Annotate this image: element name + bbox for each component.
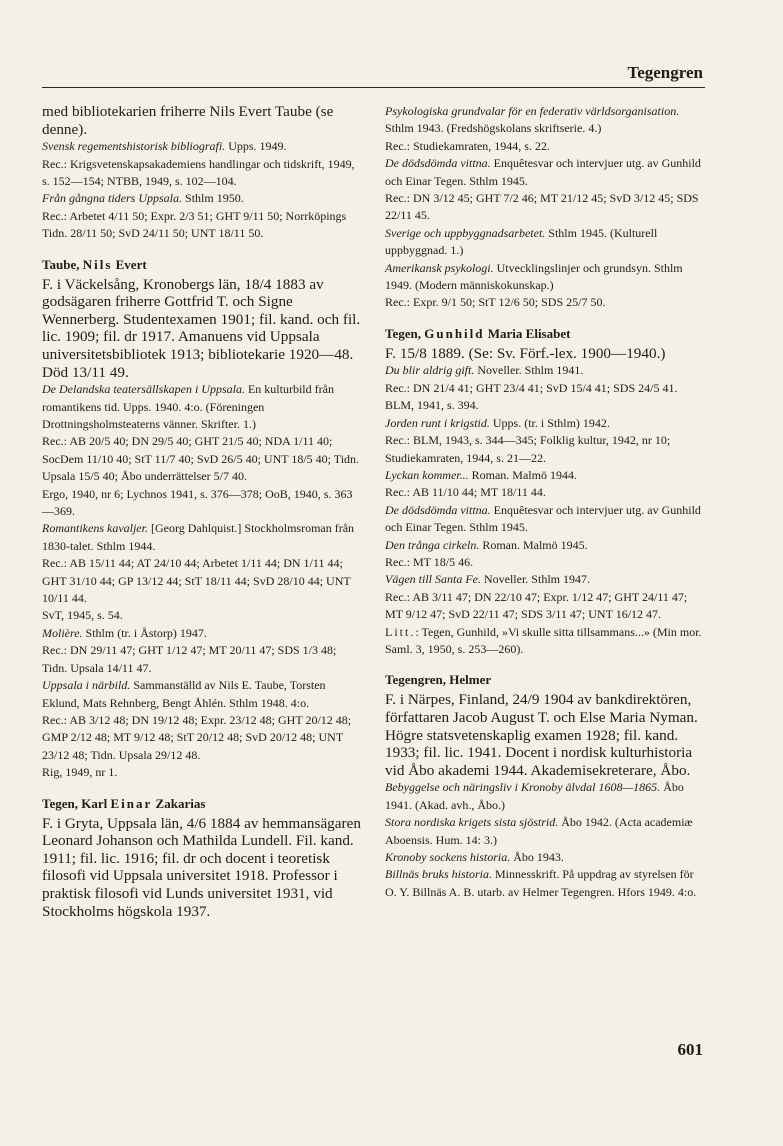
title-text: Jorden runt i krigstid. xyxy=(385,415,490,430)
biography-text xyxy=(42,276,362,382)
bibliography-line xyxy=(385,814,705,849)
biography-text xyxy=(42,815,362,921)
text-segment: Einar xyxy=(110,795,153,811)
bibliography-line xyxy=(385,554,705,571)
text-segment: Rig, 1949, nr 1. xyxy=(42,765,118,780)
text-segment: Upps. (tr. i Sthlm) 1942. xyxy=(489,415,610,430)
text-segment: Gunhild xyxy=(424,325,485,341)
text-segment: : Tegen, Gunhild, »Vi skulle sitta tillsammans...» (Min mor. Saml. 3, 1950, s. 253—260). xyxy=(385,624,702,656)
bibliography-line xyxy=(42,677,362,712)
text-segment: Rec.: Studiekamraten, 1944, s. 22. xyxy=(385,138,550,153)
text-segment: Enquêtesvar och intervjuer utg. av Gunhild och Einar Tegen. Sthlm 1945. xyxy=(385,502,701,535)
bibliography-line xyxy=(42,625,362,642)
page-number: 601 xyxy=(677,1040,703,1059)
text-segment: Maria Elisabet xyxy=(484,325,571,341)
text-segment: Zakarias xyxy=(152,795,206,811)
text-segment: [Georg Dahlquist.] Stockholmsroman från 1830-talet. Sthlm 1944. xyxy=(42,521,355,553)
text-segment: Roman. Malmö 1945. xyxy=(479,537,588,552)
bibliography-line xyxy=(385,571,705,588)
text-segment: Åbo 1941. (Akad. avh., Åbo.) xyxy=(385,780,684,812)
text-segment: F. 15/8 1889. (Se: Sv. Förf.-lex. 1900—1940.) xyxy=(385,344,666,362)
text-segment: Sthlm (tr. i Åstorp) 1947. xyxy=(82,625,207,640)
bibliography-line xyxy=(42,208,362,243)
text-segment: med bibliotekarien friherre Nils Evert Taube (se denne). xyxy=(42,103,334,138)
bibliography-line xyxy=(385,397,705,414)
title-text: De Delandska teatersällskapen i Uppsala. xyxy=(42,382,245,397)
text-segment: Rec.: DN 3/12 45; GHT 7/2 46; MT 21/12 45; SvD 3/12 45; SDS 22/11 45. xyxy=(385,191,699,223)
text-segment: Noveller. Sthlm 1947. xyxy=(480,572,590,587)
bibliography-line xyxy=(385,190,705,225)
bibliography-line xyxy=(385,589,705,624)
bibliography-line xyxy=(385,225,705,260)
biography-text xyxy=(42,103,362,138)
title-text: Lyckan kommer... xyxy=(385,467,469,482)
bibliography-line xyxy=(385,260,705,295)
title-text: Kronoby sockens historia. xyxy=(385,849,511,864)
bibliography-line xyxy=(385,362,705,379)
text-segment: Ergo, 1940, nr 6; Lychnos 1941, s. 376—378; OoB, 1940, s. 363—369. xyxy=(42,486,353,519)
text-segment: Sthlm 1950. xyxy=(182,191,244,206)
bibliography-line xyxy=(385,624,705,659)
bibliography-line xyxy=(42,381,362,433)
entry-heading xyxy=(385,672,705,688)
text-segment: F. i Gryta, Uppsala län, 4/6 1884 av hemmansägaren Leonard Johanson och Mathilda Lundell. Fil. kand. 1911; fil. lic. 1916; fil. dr och docent i teoretisk filosofi vid Uppsala universitet 1918. Professor i praktisk filosofi vid Lunds universitet 1931, vid Stockholms högskola 1937. xyxy=(42,814,361,920)
bibliography-line xyxy=(42,156,362,191)
bibliography-line xyxy=(42,712,362,764)
bibliography-line xyxy=(385,138,705,155)
biography-text xyxy=(385,345,705,363)
text-segment: Rec.: Krigsvetenskapsakademiens handlingar och tidskrift, 1949, s. 152—154; NTBB, 1949, s. 102—104. xyxy=(42,156,355,188)
bibliography-line xyxy=(385,432,705,467)
bibliography-line xyxy=(42,607,362,624)
biography-text xyxy=(385,691,705,779)
bibliography-line xyxy=(385,779,705,814)
text-segment: F. i Väckelsång, Kronobergs län, 18/4 1883 av godsägaren friherre Gottfrid T. och Signe Wennerberg. Studentexamen 1901; fil. kand. och fil. lic. 1909; fil. dr 1917. Amanuens vid Uppsala universitetsbibliotek 1913; bibliotekarie 1920—48. Död 13/11 49. xyxy=(42,275,361,381)
text-segment: Tegen, xyxy=(385,325,425,341)
text-segment: Roman. Malmö 1944. xyxy=(468,467,577,482)
text-segment: Tegengren, Helmer xyxy=(385,672,492,688)
title-text: De dödsdömda vittna. xyxy=(385,156,491,171)
text-segment: Upps. 1949. xyxy=(225,139,287,154)
entry-heading xyxy=(42,796,362,812)
text-segment: Litt. xyxy=(385,624,416,639)
entry-heading xyxy=(385,326,705,342)
title-text: Från gångna tiders Uppsala. xyxy=(42,191,183,206)
bibliography-line xyxy=(42,555,362,607)
text-segment: Rec.: AB 15/11 44; AT 24/10 44; Arbetet 1/11 44; DN 1/11 44; GHT 31/10 44; GP 13/12 44; StT 18/11 44; SvD 28/10 44; UNT 10/11 44. xyxy=(42,556,351,606)
text-segment: Åbo 1943. xyxy=(510,849,564,864)
title-text: Amerikansk psykologi. xyxy=(385,260,494,275)
text-segment: Enquêtesvar och intervjuer utg. av Gunhild och Einar Tegen. Sthlm 1945. xyxy=(385,156,701,188)
text-segment: Utvecklingslinjer och grundsyn. Sthlm 1949. (Modern människokunskap.) xyxy=(385,260,683,293)
title-text: Den trånga cirkeln. xyxy=(385,537,480,552)
text-segment: BLM, 1941, s. 394. xyxy=(385,398,479,413)
bibliography-line xyxy=(385,415,705,432)
text-segment: Evert xyxy=(112,256,147,272)
text-segment: Rec.: DN 29/11 47; GHT 1/12 47; MT 20/11 47; SDS 1/3 48; Tidn. Upsala 14/11 47. xyxy=(42,643,337,675)
title-text: Uppsala i närbild. xyxy=(42,678,131,693)
text-segment: Sthlm 1943. (Fredshögskolans skriftserie. 4.) xyxy=(385,121,602,136)
title-text: Bebyggelse och näringsliv i Kronoby älvdal 1608—1865. xyxy=(385,780,661,795)
text-segment: SvT, 1945, s. 54. xyxy=(42,608,123,623)
text-segment: Rec.: Arbetet 4/11 50; Expr. 2/3 51; GHT 9/11 50; Norrköpings Tidn. 28/11 50; SvD 24/11 50; UNT 18/11 50. xyxy=(42,208,347,241)
bibliography-line xyxy=(385,103,705,138)
title-text: Du blir aldrig gift. xyxy=(385,363,475,378)
text-segment: Sthlm 1945. (Kulturell uppbyggnad. 1.) xyxy=(385,225,658,258)
text-segment: Rec.: AB 20/5 40; DN 29/5 40; GHT 21/5 40; NDA 1/11 40; SocDem 11/10 40; StT 11/7 40; SvD 26/5 40; UNT 18/5 40; Tidn. Upsala 15/5 40; Åbo underrättelser 5/7 40. xyxy=(42,434,360,484)
bibliography-line xyxy=(385,294,705,311)
bibliography-line xyxy=(42,642,362,677)
text-segment: Noveller. Sthlm 1941. xyxy=(474,363,584,378)
bibliography-line xyxy=(42,190,362,207)
title-text: Molière. xyxy=(42,625,83,640)
bibliography-line xyxy=(385,502,705,537)
bibliography-line xyxy=(42,520,362,555)
text-segment: Tegen, Karl xyxy=(42,795,111,811)
bibliography-line xyxy=(385,155,705,190)
bibliography-line xyxy=(385,849,705,866)
bibliography-line xyxy=(385,866,705,901)
text-segment: Rec.: AB 11/10 44; MT 18/11 44. xyxy=(385,485,546,500)
bibliography-line xyxy=(385,484,705,501)
title-text: Vägen till Santa Fe. xyxy=(385,572,481,587)
text-segment: Minnesskrift. På uppdrag av styrelsen för O. Y. Billnäs A. B. utarb. av Helmer Tegengren. Hfors 1949. 4:o. xyxy=(385,867,697,899)
bibliography-line xyxy=(42,486,362,521)
text-segment: Rec.: AB 3/11 47; DN 22/10 47; Expr. 1/12 47; GHT 24/11 47; MT 9/12 47; SvD 22/11 47; SDS 3/11 47; UNT 16/12 47. xyxy=(385,589,688,622)
text-segment: Rec.: AB 3/12 48; DN 19/12 48; Expr. 23/12 48; GHT 20/12 48; GMP 2/12 48; MT 9/12 48; StT 20/12 48; SvD 20/12 48; UNT 23/12 48; Tidn. Upsala 29/12 48. xyxy=(42,712,352,762)
text-segment: Taube, xyxy=(42,256,83,272)
running-head: Tegengren xyxy=(627,63,703,82)
header-rule xyxy=(42,87,705,88)
text-segment: Rec.: DN 21/4 41; GHT 23/4 41; SvD 15/4 41; SDS 24/5 41. xyxy=(385,380,678,395)
title-text: Romantikens kavaljer. xyxy=(42,521,148,536)
bibliography-line xyxy=(42,764,362,781)
text-segment: En kulturbild från romantikens tid. Upps. 1940. 4:o. (Föreningen Drottningsholmsteaterns vänner. Skrifter. 1.) xyxy=(42,382,334,431)
text-segment: F. i Närpes, Finland, 24/9 1904 av bankdirektören, författaren Jacob August T. och Else Maria Nyman. Högre statsvetenskaplig examen 1928; fil. kand. 1933; fil. lic. 1941. Docent i nordisk kulturhistoria vid Åbo akademi 1944. Akademisekreterare, Åbo. xyxy=(385,691,698,779)
text-segment: Rec.: MT 18/5 46. xyxy=(385,554,474,569)
right-column xyxy=(385,103,705,901)
title-text: De dödsdömda vittna. xyxy=(385,502,491,517)
title-text: Svensk regementshistorisk bibliografi. xyxy=(42,139,226,154)
text-segment: Nils xyxy=(82,256,113,272)
title-text: Stora nordiska krigets sista sjöstrid. xyxy=(385,815,559,830)
title-text: Billnäs bruks historia. xyxy=(385,867,493,882)
text-segment: Rec.: Expr. 9/1 50; StT 12/6 50; SDS 25/7 50. xyxy=(385,295,606,310)
title-text: Psykologiska grundvalar för en federativ världsorganisation. xyxy=(385,104,680,118)
entry-heading xyxy=(42,257,362,273)
bibliography-line xyxy=(385,380,705,397)
left-column xyxy=(42,103,362,920)
bibliography-line xyxy=(385,467,705,484)
title-text: Sverige och uppbyggnadsarbetet. xyxy=(385,225,546,240)
bibliography-line xyxy=(42,138,362,155)
text-segment: Rec.: BLM, 1943, s. 344—345; Folklig kultur, 1942, nr 10; Studiekamraten, 1944, s. 21—22. xyxy=(385,433,671,465)
text-segment: Åbo 1942. (Acta academiæ Aboensis. Hum. 14: 3.) xyxy=(385,815,693,847)
bibliography-line xyxy=(385,537,705,554)
text-segment: Sammanställd av Nils E. Taube, Torsten Eklund, Mats Rehnberg, Bengt Åhlén. Sthlm 1948. 4:o. xyxy=(42,678,326,710)
bibliography-line xyxy=(42,433,362,485)
